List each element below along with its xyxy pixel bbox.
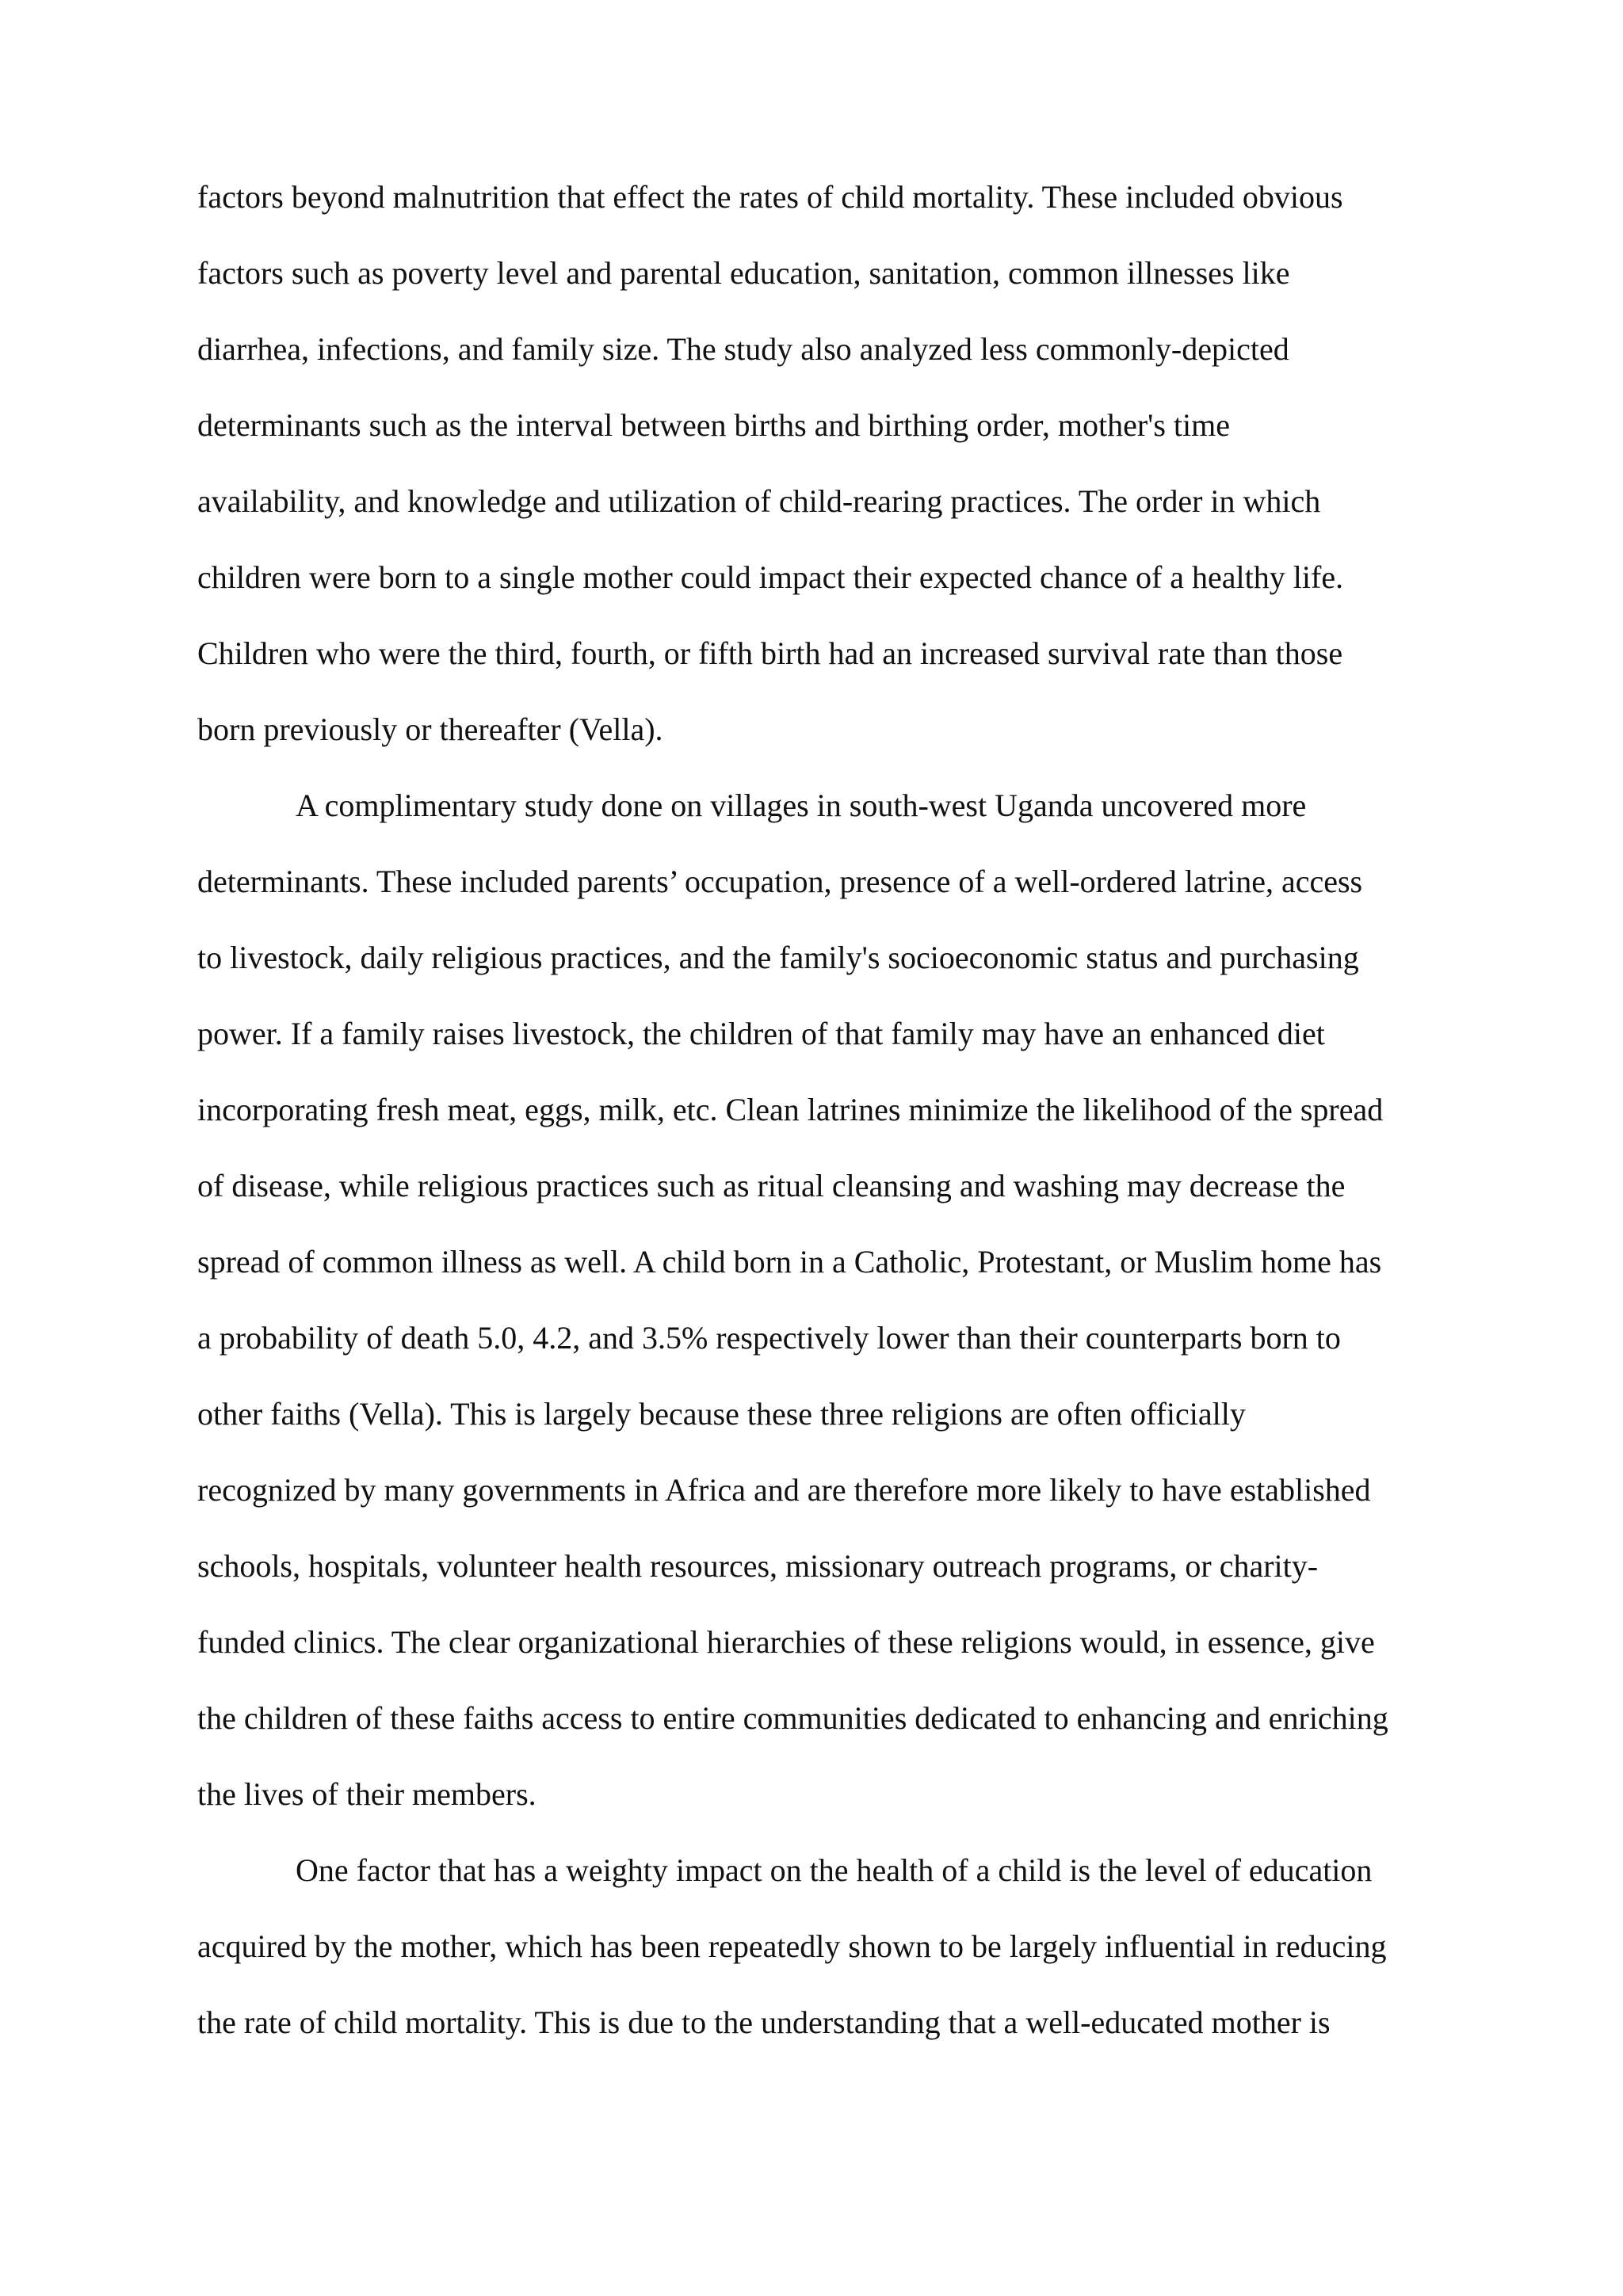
text-line: other faiths (Vella). This is largely because these three religions are often officially <box>197 1396 1246 1432</box>
text-line: the lives of their members. <box>197 1776 537 1812</box>
text-line: power. If a family raises livestock, the children of that family may have an enhanced diet <box>197 1016 1325 1051</box>
text-line: born previously or thereafter (Vella). <box>197 711 663 747</box>
text-line: determinants such as the interval between births and birthing order, mother's time <box>197 407 1231 443</box>
text-line: incorporating fresh meat, eggs, milk, etc. Clean latrines minimize the likelihood of the spread <box>197 1092 1384 1127</box>
text-line: funded clinics. The clear organizational hierarchies of these religions would, in essence, give <box>197 1624 1375 1660</box>
text-line: to livestock, daily religious practices, and the family's socioeconomic status and purchasing <box>197 940 1359 975</box>
text-line: the children of these faiths access to entire communities dedicated to enhancing and enriching <box>197 1700 1388 1736</box>
text-line: diarrhea, infections, and family size. The study also analyzed less commonly-depicted <box>197 331 1289 367</box>
text-line: children were born to a single mother could impact their expected chance of a healthy life. <box>197 559 1344 595</box>
paragraph-first-line: A complimentary study done on villages in south-west Uganda uncovered more <box>296 788 1307 823</box>
text-line: availability, and knowledge and utilization of child-rearing practices. The order in which <box>197 483 1321 519</box>
text-line: of disease, while religious practices such as ritual cleansing and washing may decrease the <box>197 1168 1346 1203</box>
text-line: factors beyond malnutrition that effect the rates of child mortality. These included obvious <box>197 179 1343 215</box>
text-line: recognized by many governments in Africa and are therefore more likely to have established <box>197 1472 1371 1508</box>
text-line: the rate of child mortality. This is due to the understanding that a well-educated mother is <box>197 2004 1331 2040</box>
text-line: schools, hospitals, volunteer health resources, missionary outreach programs, or charity- <box>197 1548 1319 1584</box>
text-line: Children who were the third, fourth, or fifth birth had an increased survival rate than those <box>197 635 1343 671</box>
text-line: determinants. These included parents’ occupation, presence of a well-ordered latrine, access <box>197 864 1363 899</box>
paragraph-first-line: One factor that has a weighty impact on the health of a child is the level of education <box>296 1852 1373 1888</box>
text-line: acquired by the mother, which has been repeatedly shown to be largely influential in reducing <box>197 1928 1387 1964</box>
text-line: spread of common illness as well. A child born in a Catholic, Protestant, or Muslim home has <box>197 1244 1382 1280</box>
text-line: factors such as poverty level and parental education, sanitation, common illnesses like <box>197 255 1290 291</box>
text-line: a probability of death 5.0, 4.2, and 3.5% respectively lower than their counterparts born to <box>197 1320 1341 1356</box>
